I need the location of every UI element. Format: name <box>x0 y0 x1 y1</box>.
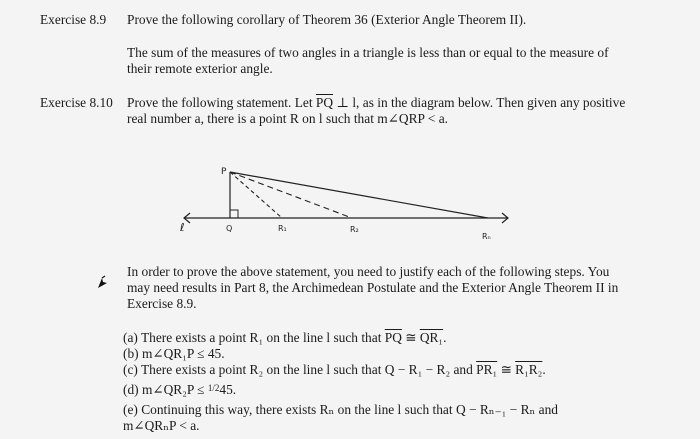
step-d-text: (d) m∠QR₂P ≤ <box>123 382 208 397</box>
step-c <box>123 362 546 378</box>
step-b: (b) m∠QR₁P ≤ 45. <box>123 346 225 361</box>
exercise-8-9-label: Exercise 8.9 <box>40 12 107 27</box>
label-rn: Rₙ <box>482 232 491 241</box>
step-a-segment-qr1: QR₁ <box>419 330 444 345</box>
exercise-8-10-label: Exercise 8.10 <box>40 95 113 110</box>
step-c-segment-r1r2: R₁R₂ <box>515 362 543 377</box>
label-q: Q <box>226 224 233 233</box>
steps-intro-line-2: may need results in Part 8, the Archimedean Postulate and the Exterior Angle Theorem II in <box>127 280 619 295</box>
label-p: P <box>221 167 227 177</box>
label-r1: R₁ <box>278 224 287 233</box>
step-c-period: . <box>542 362 546 377</box>
exercise-8-10-line-1-start: Prove the following statement. Let <box>127 95 316 110</box>
step-e-line-1: (e) Continuing this way, there exists Rₙ on the line l such that Q − Rₙ₋₁ − Rₙ and <box>123 402 558 417</box>
exercise-8-10-line-1-end: ⊥ l, as in the diagram below. Then given any positive <box>333 95 626 110</box>
exercise-8-10-line-1 <box>127 95 625 111</box>
step-d <box>123 380 236 398</box>
step-a-period: . <box>443 330 447 345</box>
cursor-arrow-icon <box>96 275 110 289</box>
label-r2: R₂ <box>350 225 359 234</box>
segment-p-r2 <box>230 172 352 218</box>
exercise-8-9-body-line-1: The sum of the measures of two angles in a triangle is less than or equal to the measure of <box>127 45 609 60</box>
segment-p-rn <box>230 172 488 218</box>
step-a-text: (a) There exists a point R₁ on the line l such that <box>123 330 385 345</box>
step-d-value: 45. <box>219 382 237 397</box>
steps-intro-line-3: Exercise 8.9. <box>127 296 197 311</box>
exercise-8-10-line-2: real number a, there is a point R on l such that m∠QRP < a. <box>127 111 448 126</box>
steps-intro-line-1: In order to prove the above statement, you need to justify each of the following steps. You <box>127 264 610 279</box>
step-a-congruent: ≅ <box>401 330 420 345</box>
step-d-fraction: 1/2 <box>207 383 220 393</box>
step-e-line-2: m∠QRₙP < a. <box>123 418 200 433</box>
step-a <box>123 330 446 346</box>
step-c-segment-pr1: PR₁ <box>476 362 498 377</box>
perpendicular-diagram <box>170 160 530 250</box>
exercise-8-9-body-line-2: their remote exterior angle. <box>127 61 273 76</box>
segment-pq: $\overline{PQ}$ <box>315 95 334 110</box>
step-a-segment-pq: $\overline{PQ}$ <box>384 330 402 345</box>
step-c-text: (c) There exists a point R₂ on the line l such that Q − R₁ − R₂ and <box>123 362 477 377</box>
label-l: ℓ <box>180 221 185 234</box>
exercise-8-9-heading: Prove the following corollary of Theorem 36 (Exterior Angle Theorem II). <box>127 12 527 27</box>
step-c-congruent: ≅ <box>497 362 516 377</box>
right-angle-marker <box>230 210 238 218</box>
